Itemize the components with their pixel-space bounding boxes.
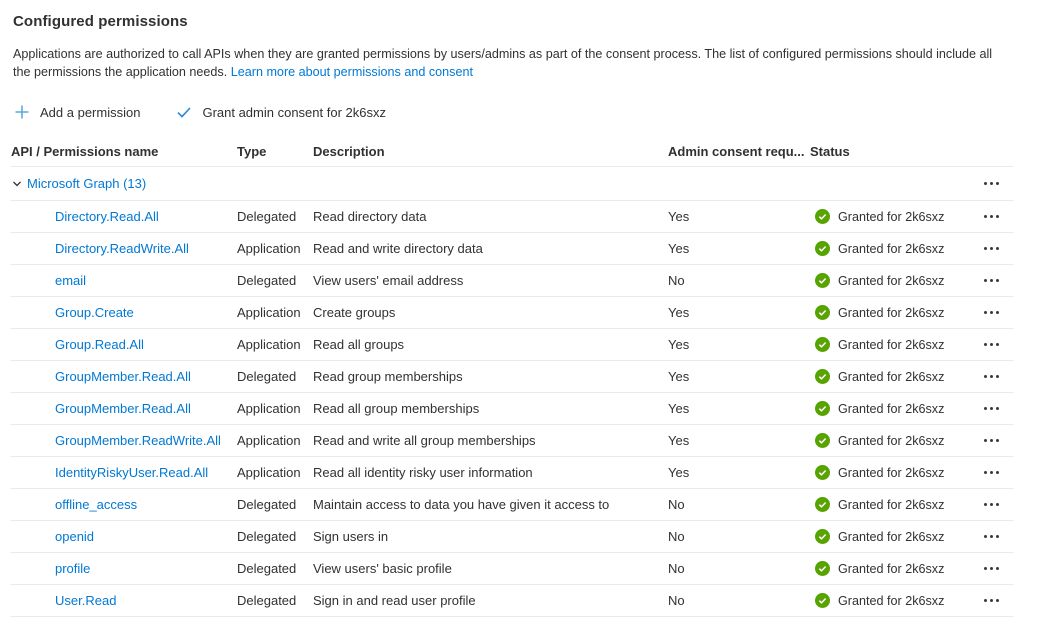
permission-row [11, 488, 1013, 520]
row-menu-button[interactable] [982, 275, 1001, 286]
permission-row [11, 584, 1013, 616]
status-text: Granted for 2k6sxz [838, 305, 945, 320]
row-menu-button[interactable] [982, 371, 1001, 382]
granted-check-icon [815, 209, 830, 224]
checkmark-icon [176, 104, 192, 120]
permission-type-cell: Application [237, 337, 301, 352]
ellipsis-icon [984, 599, 987, 602]
ellipsis-icon [984, 567, 987, 570]
permission-description-cell: Read directory data [313, 209, 427, 224]
admin-consent-cell: Yes [668, 369, 690, 384]
permission-row [11, 296, 1013, 328]
status-text: Granted for 2k6sxz [838, 593, 945, 608]
permission-type-cell: Delegated [237, 273, 297, 288]
permission-name-link[interactable]: openid [55, 529, 95, 544]
admin-consent-cell: No [668, 497, 685, 512]
permission-name-link[interactable]: profile [55, 561, 91, 576]
admin-consent-cell: Yes [668, 433, 690, 448]
permission-description-cell: View users' email address [313, 273, 464, 288]
ellipsis-icon [984, 279, 987, 282]
status-text: Granted for 2k6sxz [838, 529, 945, 544]
column-header-name: API / Permissions name [11, 143, 159, 159]
permission-type-cell: Application [237, 465, 301, 480]
permission-description-cell: View users' basic profile [313, 561, 452, 576]
ellipsis-icon [984, 311, 987, 314]
permission-type-cell: Application [237, 305, 301, 320]
admin-consent-cell: Yes [668, 401, 690, 416]
chevron-down-icon[interactable] [11, 178, 25, 190]
permission-row [11, 552, 1013, 584]
granted-check-icon [815, 337, 830, 352]
row-menu-button[interactable] [982, 243, 1001, 254]
permission-type-cell: Delegated [237, 561, 297, 576]
permission-row [11, 456, 1013, 488]
command-bar [14, 104, 1057, 120]
status-text: Granted for 2k6sxz [838, 433, 945, 448]
permission-type-cell: Delegated [237, 529, 297, 544]
status-text: Granted for 2k6sxz [838, 337, 945, 352]
admin-consent-cell: No [668, 273, 685, 288]
permission-description-cell: Read and write all group memberships [313, 433, 536, 448]
grant-admin-consent-label: Grant admin consent for 2k6sxz [202, 104, 386, 120]
row-menu-button[interactable] [982, 595, 1001, 606]
status-badge [810, 465, 970, 480]
ellipsis-icon [984, 471, 987, 474]
permission-name-link[interactable]: Group.Create [55, 305, 134, 320]
permission-type-cell: Delegated [237, 593, 297, 608]
granted-check-icon [815, 433, 830, 448]
granted-check-icon [815, 241, 830, 256]
permission-name-link[interactable]: GroupMember.Read.All [55, 401, 191, 416]
ellipsis-icon [984, 375, 987, 378]
plus-icon [14, 104, 30, 120]
permission-description-cell: Create groups [313, 305, 396, 320]
ellipsis-icon [984, 407, 987, 410]
permission-row [11, 360, 1013, 392]
row-menu-button[interactable] [982, 563, 1001, 574]
granted-check-icon [815, 529, 830, 544]
description-body: Applications are authorized to call APIs when they are granted permissions by users/admins as part of the consent process. The list of configured permissions should include all the permissions the application needs. [13, 47, 993, 79]
status-badge [810, 241, 970, 256]
permission-name-link[interactable]: offline_access [55, 497, 138, 512]
column-header-description: Description [313, 143, 385, 159]
status-text: Granted for 2k6sxz [838, 369, 945, 384]
status-badge [810, 433, 970, 448]
row-menu-button[interactable] [982, 211, 1001, 222]
column-header-status: Status [810, 143, 850, 159]
ellipsis-icon [984, 503, 987, 506]
ellipsis-icon [984, 182, 987, 185]
add-permission-label: Add a permission [40, 104, 141, 120]
api-group-row-microsoft-graph [11, 166, 1013, 200]
status-badge [810, 529, 970, 544]
status-badge [810, 401, 970, 416]
permission-description-cell: Read all identity risky user information [313, 465, 533, 480]
permission-description-cell: Maintain access to data you have given it access to [313, 497, 610, 512]
granted-check-icon [815, 561, 830, 576]
admin-consent-cell: Yes [668, 337, 690, 352]
status-badge [810, 209, 970, 224]
microsoft-graph-group-link[interactable]: Microsoft Graph (13) [27, 176, 147, 191]
table-body [11, 200, 1013, 616]
admin-consent-cell: Yes [668, 465, 690, 480]
permissions-table [11, 136, 1013, 617]
permission-name-link[interactable]: IdentityRiskyUser.Read.All [55, 465, 209, 480]
granted-check-icon [815, 465, 830, 480]
permission-description-cell: Sign users in [313, 529, 389, 544]
permission-type-cell: Application [237, 401, 301, 416]
ellipsis-icon [984, 215, 987, 218]
row-menu-button[interactable] [982, 307, 1001, 318]
column-header-admin-consent: Admin consent requ... [668, 143, 805, 159]
status-badge [810, 273, 970, 288]
status-text: Granted for 2k6sxz [838, 241, 945, 256]
permission-description-cell: Read all groups [313, 337, 405, 352]
learn-more-link[interactable]: Learn more about permissions and consent [230, 65, 473, 79]
status-text: Granted for 2k6sxz [838, 209, 945, 224]
row-menu-button[interactable] [982, 403, 1001, 414]
column-header-type: Type [237, 143, 267, 159]
status-text: Granted for 2k6sxz [838, 401, 945, 416]
permission-type-cell: Application [237, 241, 301, 256]
row-menu-button[interactable] [982, 531, 1001, 542]
status-badge [810, 305, 970, 320]
granted-check-icon [815, 369, 830, 384]
ellipsis-icon [984, 439, 987, 442]
granted-check-icon [815, 593, 830, 608]
permission-name-link[interactable]: Directory.ReadWrite.All [55, 241, 189, 256]
grant-admin-consent-button[interactable] [176, 104, 386, 120]
permission-row [11, 232, 1013, 264]
status-text: Granted for 2k6sxz [838, 273, 945, 288]
admin-consent-cell: No [668, 593, 685, 608]
page-title: Configured permissions [13, 13, 188, 30]
ellipsis-icon [984, 343, 987, 346]
status-badge [810, 593, 970, 608]
permission-name-link[interactable]: Group.Read.All [55, 337, 144, 352]
status-text: Granted for 2k6sxz [838, 561, 945, 576]
permission-type-cell: Delegated [237, 209, 297, 224]
granted-check-icon [815, 273, 830, 288]
permission-name-link[interactable]: Directory.Read.All [55, 209, 159, 224]
granted-check-icon [815, 401, 830, 416]
admin-consent-cell: No [668, 561, 685, 576]
group-menu-button[interactable] [982, 178, 1001, 189]
add-permission-button[interactable] [14, 104, 140, 120]
status-text: Granted for 2k6sxz [838, 497, 945, 512]
permission-description-cell: Sign in and read user profile [313, 593, 476, 608]
permission-row [11, 392, 1013, 424]
row-menu-button[interactable] [982, 499, 1001, 510]
table-header-row [11, 136, 1013, 166]
admin-consent-cell: Yes [668, 209, 690, 224]
status-badge [810, 369, 970, 384]
granted-check-icon [815, 497, 830, 512]
admin-consent-cell: Yes [668, 241, 690, 256]
permission-row [11, 424, 1013, 456]
row-menu-button[interactable] [982, 435, 1001, 446]
permission-type-cell: Delegated [237, 369, 297, 384]
description-text [13, 45, 1008, 81]
permission-type-cell: Application [237, 433, 301, 448]
admin-consent-cell: Yes [668, 305, 690, 320]
row-menu-button[interactable] [982, 339, 1001, 350]
status-badge [810, 497, 970, 512]
permission-name-link[interactable]: GroupMember.Read.All [55, 369, 191, 384]
permission-row [11, 328, 1013, 360]
row-menu-button[interactable] [982, 467, 1001, 478]
permission-name-link[interactable]: User.Read [55, 593, 117, 608]
permission-description-cell: Read all group memberships [313, 401, 480, 416]
status-text: Granted for 2k6sxz [838, 465, 945, 480]
permission-name-link[interactable]: email [55, 273, 87, 288]
permission-description-cell: Read and write directory data [313, 241, 483, 256]
permission-name-link[interactable]: GroupMember.ReadWrite.All [55, 433, 221, 448]
permission-row [11, 264, 1013, 296]
admin-consent-cell: No [668, 529, 685, 544]
granted-check-icon [815, 305, 830, 320]
permission-row [11, 200, 1013, 232]
permission-type-cell: Delegated [237, 497, 297, 512]
ellipsis-icon [984, 247, 987, 250]
ellipsis-icon [984, 535, 987, 538]
permission-description-cell: Read group memberships [313, 369, 463, 384]
permission-row [11, 520, 1013, 552]
status-badge [810, 337, 970, 352]
status-badge [810, 561, 970, 576]
